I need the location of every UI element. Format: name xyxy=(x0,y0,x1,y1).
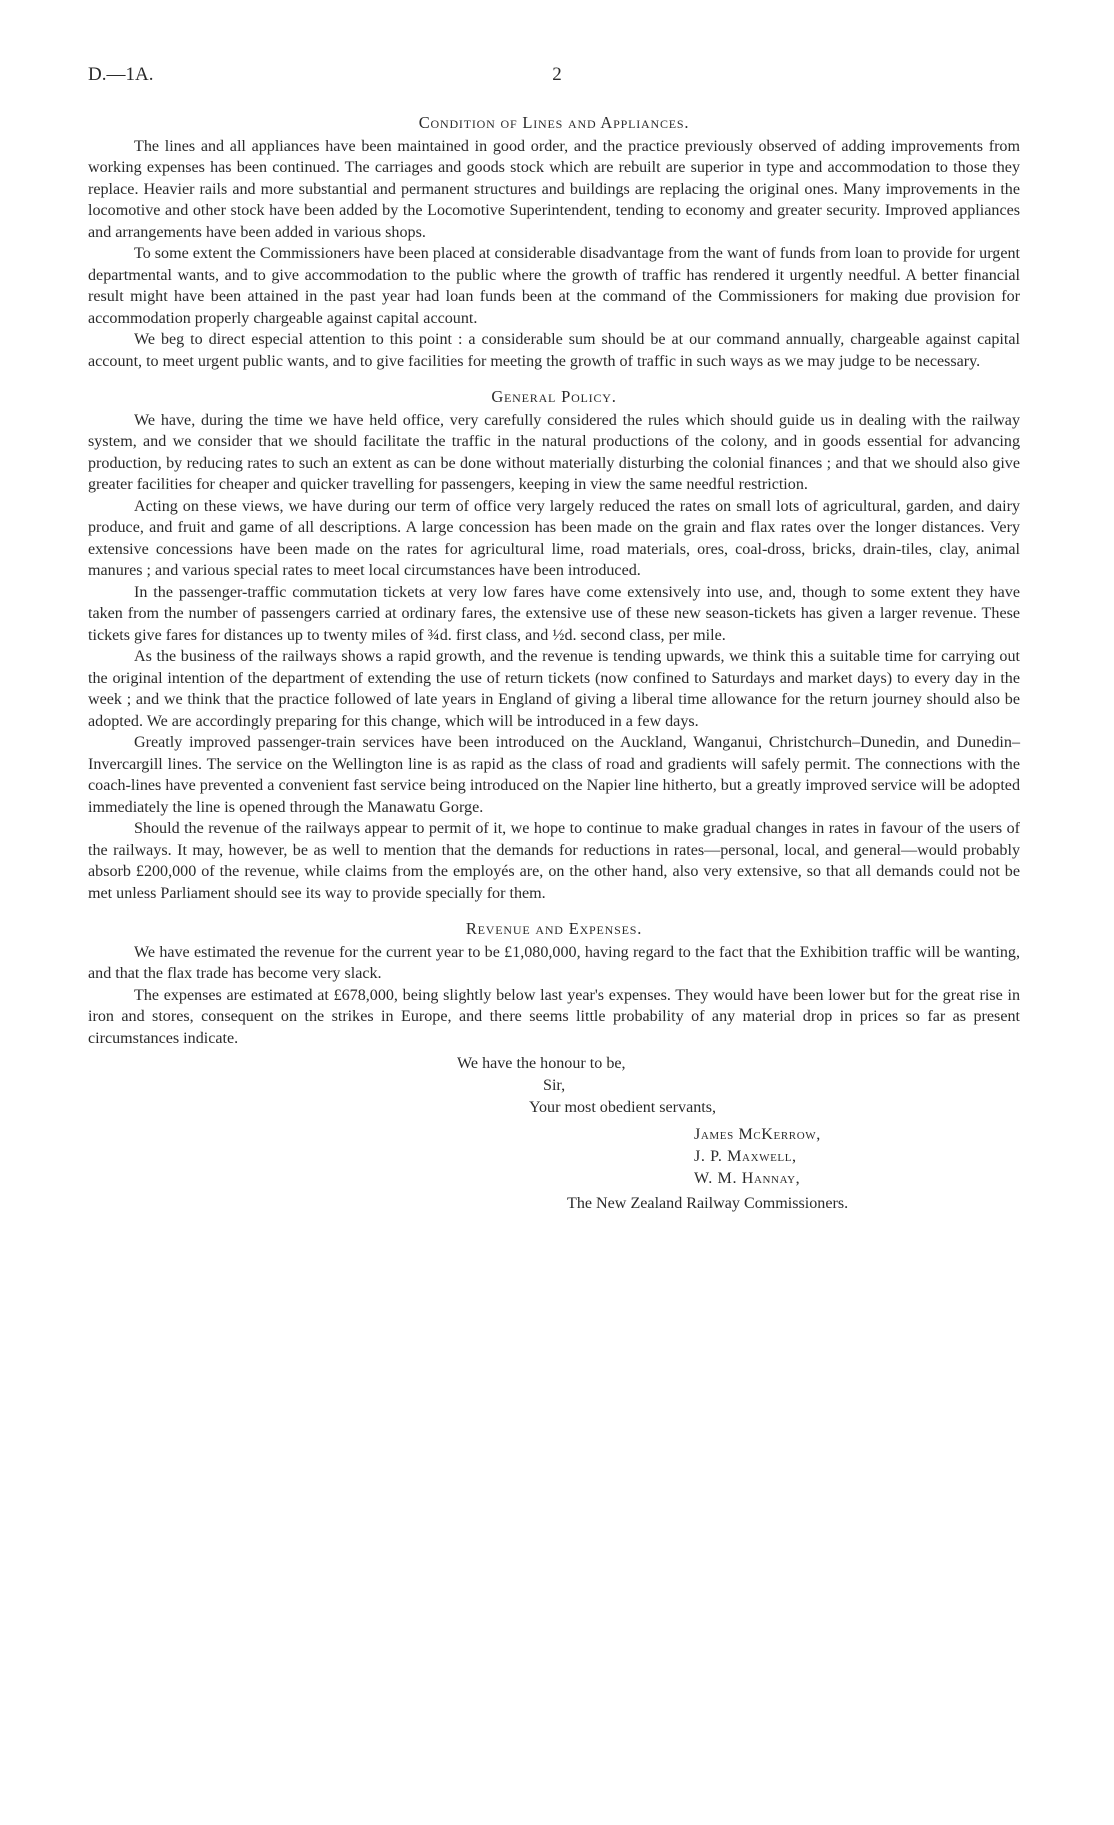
closing-line: Your most obedient servants, xyxy=(529,1099,717,1116)
section-gap xyxy=(88,904,1020,918)
paragraph: We have, during the time we have held office, very carefully considered the rules which should guide us in dealing with the railway system, and we consider that we should facilitate the traffic in the natural productions of the colony, and in goods essential for advancing production, by reducing rates to such an extent as can be done without materially disturbing the colonial finances ; and that we should also give greater facilities for cheaper and quicker travelling for passengers, keeping in view the same needful restriction. xyxy=(88,411,1020,493)
signatories-title: The New Zealand Railway Commissioners. xyxy=(567,1195,849,1212)
document-body xyxy=(88,112,1020,1298)
page-number: 2 xyxy=(552,64,562,85)
paragraph: To some extent the Commissioners have been placed at considerable disadvantage from the want of funds from loan to provide for urgent departmental wants, and to give accommodation to the public where the growth of traffic has rendered it urgently needful. A better financial result might have been attained in the past year had loan funds been at the command of the Commissioners for making due provision for accommodation properly chargeable against capital account. xyxy=(88,245,1020,327)
paragraph: We have estimated the revenue for the current year to be £1,080,000, having regard to the fact that the Exhibition traffic will be wanting, and that the flax trade has become very slack. xyxy=(88,943,1020,982)
signatory-name: W. M. Hannay, xyxy=(694,1170,801,1187)
paragraph: We beg to direct especial attention to this point : a considerable sum should be at our command annually, chargeable against capital account, to meet urgent public wants, and to give facilities for meeting the growth of traffic in such ways as we may judge to be necessary. xyxy=(88,331,1020,370)
section-condition-of-lines xyxy=(88,112,1020,372)
paragraph: As the business of the railways shows a rapid growth, and the revenue is tending upwards, we think this a suitable time for carrying out the original intention of the department of extending the use of return tickets (now confined to Saturdays and market days) to every day in the week ; and we think that the practice followed of late years in England of giving a liberal time allowance for the return journey should also be adopted. We are accordingly preparing for this change, which will be introduced in a few days. xyxy=(88,648,1020,730)
section-general-policy xyxy=(88,386,1020,904)
section-gap xyxy=(88,372,1020,386)
section-heading: Condition of Lines and Appliances. xyxy=(418,113,690,132)
paragraph: The lines and all appliances have been maintained in good order, and the practice previously observed of adding improvements from working expenses has been continued. The carriages and goods stock which are rebuilt are superior in type and accommodation to those they replace. Heavier rails and more substantial and permanent structures and buildings are replacing the original ones. Many improvements in the locomotive and other stock have been added by the Locomotive Superintendent, tending to economy and greater security. Improved appliances and arrangements have been added in various shops. xyxy=(88,137,1020,241)
section-heading: Revenue and Expenses. xyxy=(465,919,643,938)
signatory-name: James McKerrow, xyxy=(694,1126,821,1143)
document-code: D.—1A. xyxy=(88,64,154,85)
closing-salutation: Sir, xyxy=(543,1077,566,1094)
page-header xyxy=(88,64,1026,90)
paragraph: Should the revenue of the railways appear to permit of it, we hope to continue to make gradual changes in rates in favour of the users of the railways. It may, however, be as well to mention that the demands for reductions in rates—personal, local, and general—would probably absorb £200,000 of the revenue, while claims from the employés are, on the other hand, also very extensive, so that all demands could not be met unless Parliament should see its way to provide specially for them. xyxy=(88,820,1020,902)
paragraph: Greatly improved passenger-train services have been introduced on the Auckland, Wanganui, Christchurch–Dunedin, and Dunedin–Invercargill lines. The service on the Wellington line is as rapid as the class of road and gradients will safely permit. The connections with the coach-lines have prevented a convenient fast service being introduced on the Napier line hitherto, but a greatly improved service will be adopted immediately the line is opened through the Manawatu Gorge. xyxy=(88,734,1020,816)
signatory-name: J. P. Maxwell, xyxy=(694,1148,797,1165)
section-revenue-and-expenses xyxy=(88,918,1020,1049)
paragraph: In the passenger-traffic commutation tickets at very low fares have come extensively into use, and, though to some extent they have taken from the number of passengers carried at ordinary fares, the extensive use of these new season-tickets has given a larger revenue. These tickets give fares for distances up to twenty miles of ¾d. first class, and ½d. second class, per mile. xyxy=(88,583,1020,644)
paragraph: The expenses are estimated at £678,000, being slightly below last year's expenses. They would have been lower but for the great rise in iron and stores, consequent on the strikes in Europe, and there seems little probability of any material drop in prices so far as present circumstances indicate. xyxy=(88,986,1020,1047)
section-heading: General Policy. xyxy=(491,387,617,406)
closing-block xyxy=(88,1053,1020,1298)
paragraph: Acting on these views, we have during our term of office very largely reduced the rates on small lots of agricultural, garden, and dairy produce, and fruit and game of all descriptions. A large concession has been made on the grain and flax rates over the longer distances. Very extensive concessions have been made on the rates for agricultural lime, road materials, ores, coal-dross, bricks, drain-tiles, clay, animal manures ; and various special rates to meet local circumstances have been introduced. xyxy=(88,497,1020,579)
closing-line: We have the honour to be, xyxy=(457,1055,626,1072)
